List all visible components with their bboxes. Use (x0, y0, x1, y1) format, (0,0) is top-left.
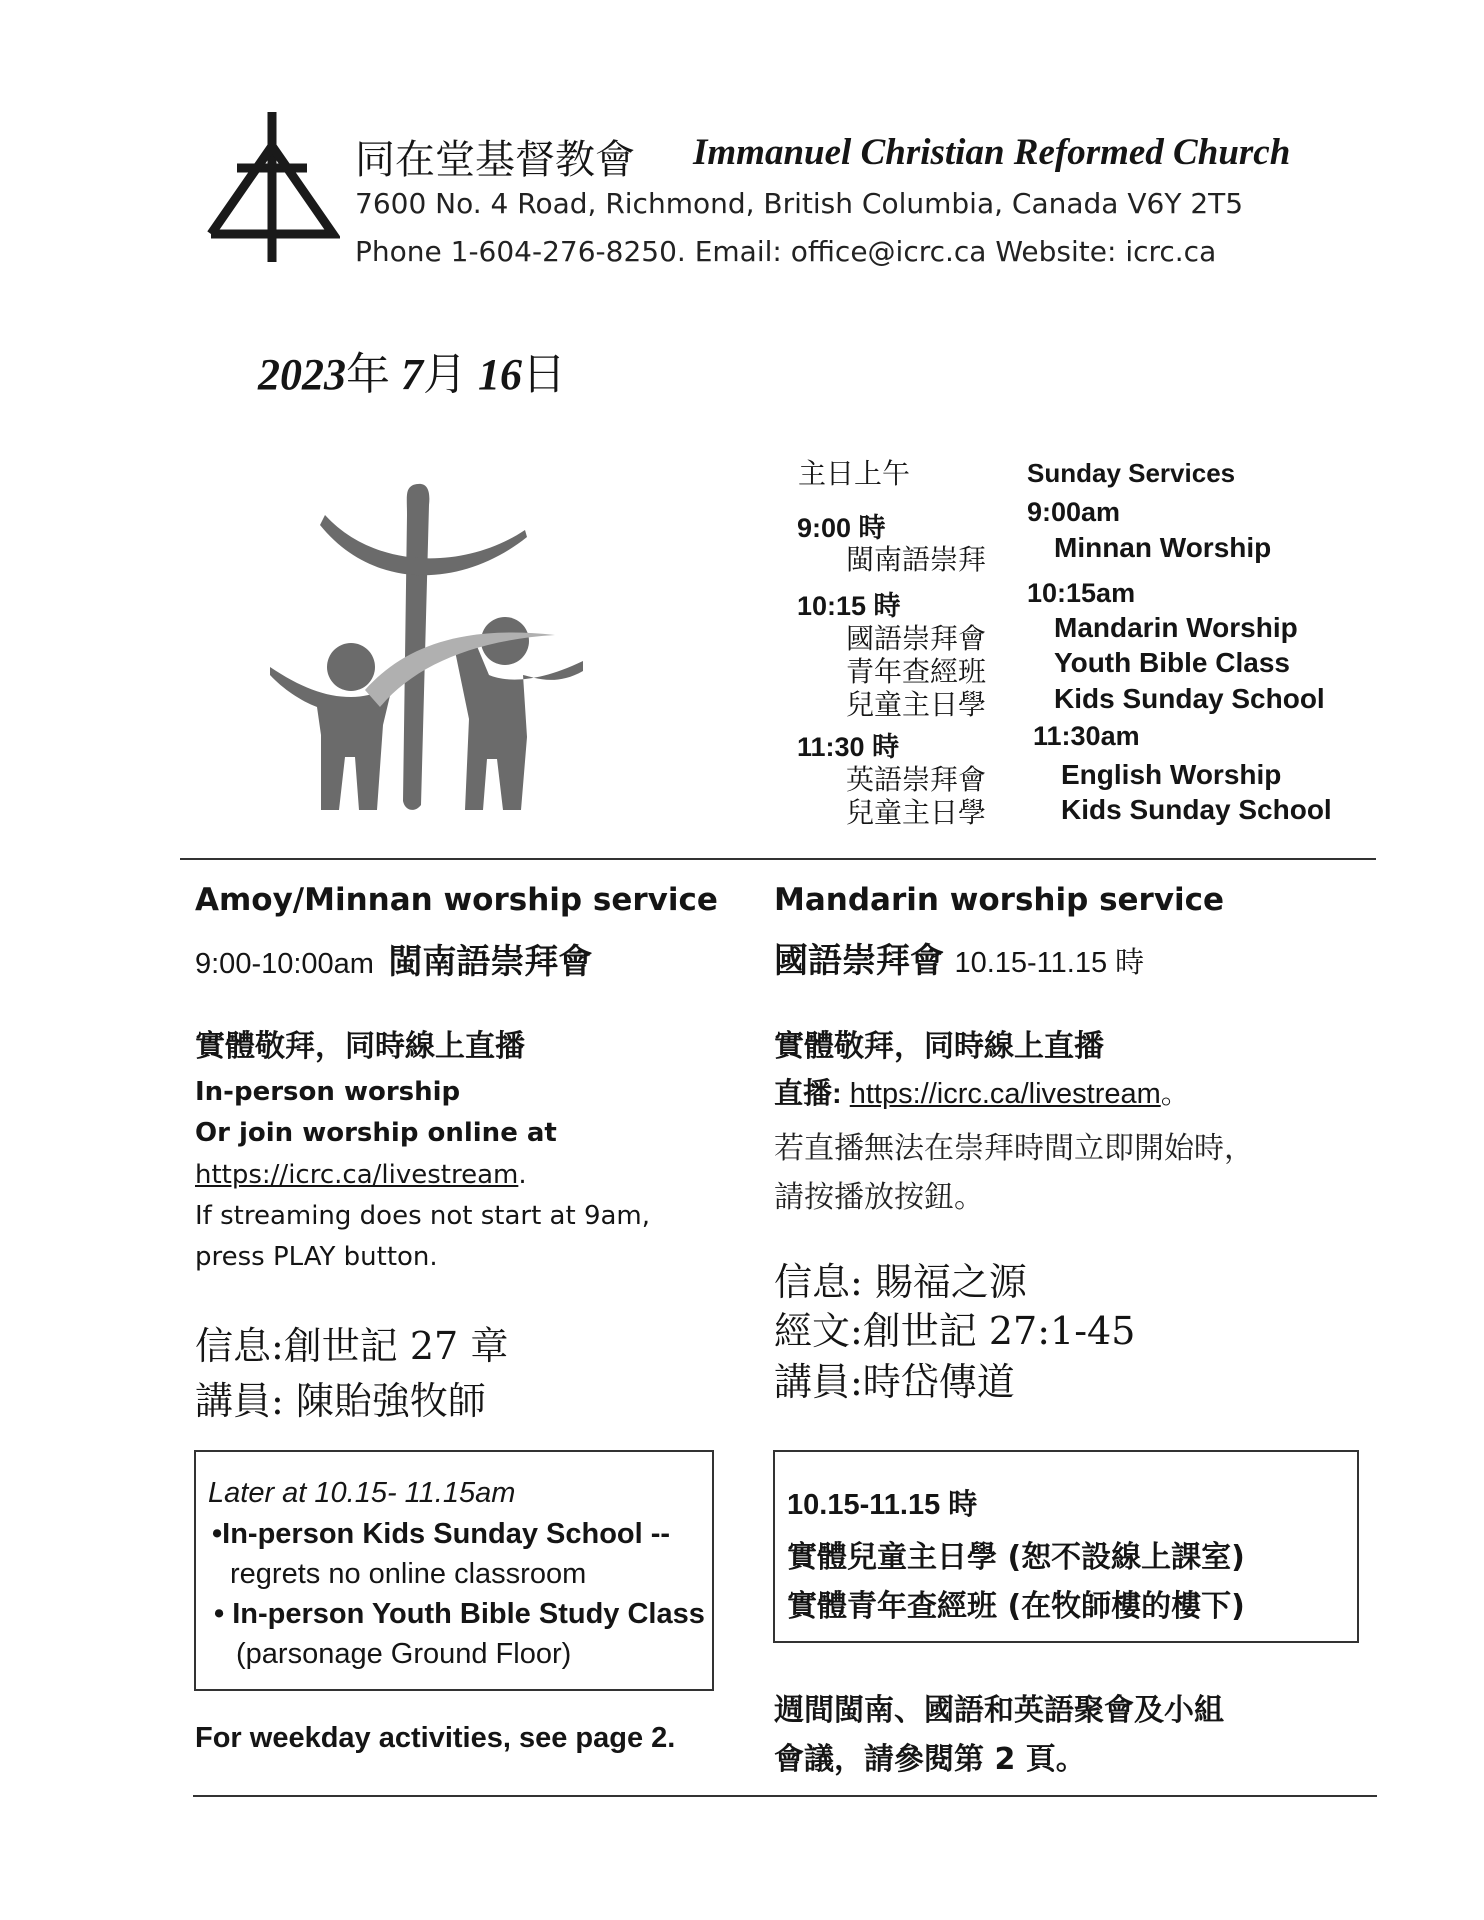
class-box-line: 實體青年查經班 (在牧師樓的樓下) (787, 1589, 1245, 1624)
minnan-message: 信息:創世記 27 章 (195, 1324, 509, 1368)
slot-item-english: Kids Sunday School (1061, 794, 1332, 825)
mandarin-live-label: 直播: (774, 1078, 842, 1110)
mandarin-scripture: 經文:創世記 27:1-45 (774, 1309, 1136, 1353)
mandarin-message: 信息: 賜福之源 (774, 1260, 1027, 1304)
later-box-item-text: In-person Kids Sunday School -- (222, 1518, 671, 1550)
mandarin-title-chinese: 國語崇拜會 (774, 941, 944, 981)
mandarin-streaming-note: 請按播放按鈕。 (774, 1180, 984, 1215)
slot-time-english: 10:15am (1027, 578, 1136, 608)
minnan-livestream-link[interactable]: https://icrc.ca/livestream (195, 1160, 519, 1190)
slot-item-chinese: 閩南語崇拜 (846, 543, 987, 576)
mandarin-time-row (774, 933, 1144, 982)
slot-item-english: Mandarin Worship (1054, 612, 1298, 643)
date-month: 7 (401, 350, 423, 399)
slot-time-chinese: 10:15 時 (797, 591, 901, 621)
divider-top (180, 858, 1376, 860)
class-box-time: 10.15-11.15 時 (787, 1489, 978, 1521)
minnan-notice-chinese: 實體敬拜，同時線上直播 (195, 1029, 525, 1064)
bulletin-date (258, 338, 566, 402)
slot-item-chinese: 兒童主日學 (846, 796, 987, 829)
minnan-online: Or join worship online at (195, 1118, 557, 1148)
mandarin-streaming-note: 若直播無法在崇拜時間立即開始時， (774, 1131, 1254, 1166)
class-box-line: 實體兒童主日學 (恕不設線上課室) (787, 1540, 1245, 1575)
mandarin-speaker: 講員:時岱傳道 (774, 1360, 1015, 1404)
slot-time-chinese: 9:00 時 (797, 513, 886, 543)
mandarin-weekday-note: 週間閩南、國語和英語聚會及小組 (774, 1693, 1224, 1728)
minnan-link-tail: . (518, 1160, 527, 1190)
mandarin-class-box (773, 1450, 1359, 1643)
mandarin-notice-chinese: 實體敬拜，同時線上直播 (774, 1029, 1104, 1064)
mandarin-section-title: Mandarin worship service (774, 882, 1225, 918)
slot-item-chinese: 英語崇拜會 (846, 763, 987, 796)
slot-item-chinese: 兒童主日學 (846, 688, 987, 721)
slot-item-chinese: 國語崇拜會 (846, 622, 987, 655)
minnan-streaming-note: press PLAY button. (195, 1242, 438, 1272)
slot-item-chinese: 青年查經班 (846, 655, 987, 688)
schedule-heading-chinese: 主日上午 (798, 457, 911, 490)
slot-time-english: 11:30am (1033, 721, 1140, 751)
mandarin-link-tail: 。 (1160, 1078, 1190, 1110)
minnan-streaming-note: If streaming does not start at 9am, (195, 1201, 651, 1231)
minnan-link-row (195, 1160, 527, 1190)
slot-time-chinese: 11:30 時 (797, 732, 900, 762)
minnan-time: 9:00-10:00am (195, 948, 374, 980)
later-box-item-note: (parsonage Ground Floor) (236, 1638, 572, 1670)
later-box-heading: Later at 10.15- 11.15am (208, 1477, 516, 1509)
later-box-item: •In-person Kids Sunday School -- (212, 1518, 671, 1550)
slot-item-english: English Worship (1061, 759, 1282, 790)
divider-bottom (193, 1795, 1377, 1797)
schedule-heading-english: Sunday Services (1027, 458, 1236, 488)
minnan-title-chinese: 閩南語崇拜會 (388, 942, 593, 982)
minnan-later-box (194, 1450, 714, 1691)
church-name-chinese: 同在堂基督教會 (355, 137, 635, 183)
date-day-unit: 日 (522, 349, 566, 400)
minnan-section-title: Amoy/Minnan worship service (195, 882, 718, 918)
mandarin-weekday-note: 會議，請參閱第 2 頁。 (774, 1742, 1086, 1777)
minnan-speaker: 講員: 陳貽強牧師 (195, 1379, 486, 1423)
minnan-time-row (195, 934, 592, 983)
slot-item-english: Minnan Worship (1054, 532, 1272, 563)
mandarin-livestream-link[interactable]: https://icrc.ca/livestream (849, 1078, 1161, 1110)
minnan-weekday-note: For weekday activities, see page 2. (195, 1722, 676, 1754)
date-day: 16 (478, 350, 522, 399)
later-box-item-text: In-person Youth Bible Study Class (232, 1598, 705, 1630)
slot-time-english: 9:00am (1027, 497, 1121, 527)
church-address: 7600 No. 4 Road, Richmond, British Columbia, Canada V6Y 2T5 (355, 187, 1244, 220)
slot-item-english: Youth Bible Class (1054, 647, 1290, 678)
date-year: 2023 (258, 350, 346, 399)
crc-cross-triangle-icon (205, 108, 340, 266)
date-month-unit: 月 (423, 349, 467, 400)
mandarin-time: 10.15-11.15 時 (954, 947, 1145, 979)
cross-with-people-icon (265, 475, 585, 820)
later-box-item: • In-person Youth Bible Study Class (214, 1598, 705, 1630)
slot-item-english: Kids Sunday School (1054, 683, 1325, 714)
minnan-inperson: In-person worship (195, 1077, 461, 1107)
date-year-unit: 年 (346, 349, 390, 400)
mandarin-live-row (774, 1071, 1190, 1112)
church-name-english: Immanuel Christian Reformed Church (693, 132, 1291, 173)
later-box-item-note: regrets no online classroom (230, 1558, 587, 1590)
church-contact: Phone 1-604-276-8250. Email: office@icrc.ca Website: icrc.ca (355, 235, 1217, 268)
